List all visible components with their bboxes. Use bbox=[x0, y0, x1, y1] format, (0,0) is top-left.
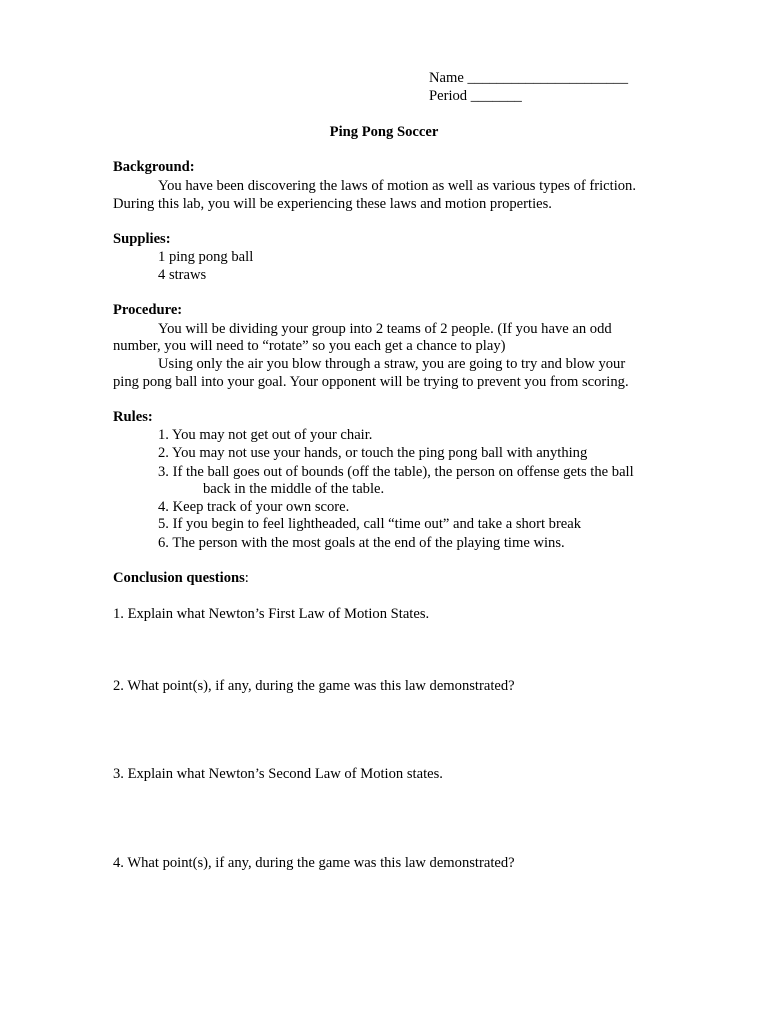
rule-item-continuation: back in the middle of the table. bbox=[203, 481, 385, 497]
conclusion-heading-colon: : bbox=[244, 570, 249, 586]
procedure-text-line-1: You will be dividing your group into 2 teams of 2 people. (If you have an odd bbox=[158, 321, 612, 337]
rule-item: 2. You may not use your hands, or touch the ping pong ball with anything bbox=[158, 445, 588, 461]
page-title: Ping Pong Soccer bbox=[329, 124, 439, 140]
rule-item: 1. You may not get out of your chair. bbox=[158, 427, 373, 443]
background-text-line-2: During this lab, you will be experiencing these laws and motion properties. bbox=[113, 196, 552, 212]
rule-item: 3. If the ball goes out of bounds (off the table), the person on offense gets the ball bbox=[158, 464, 634, 480]
procedure-text-line-4: ping pong ball into your goal. Your opponent will be trying to prevent you from scoring. bbox=[113, 374, 629, 390]
supplies-item: 1 ping pong ball bbox=[158, 249, 254, 265]
period-field-label: Period _______ bbox=[429, 88, 522, 104]
supplies-heading: Supplies: bbox=[113, 231, 171, 247]
conclusion-question: 1. Explain what Newton’s First Law of Motion States. bbox=[113, 606, 430, 622]
name-field-label: Name ______________________ bbox=[429, 70, 629, 86]
procedure-text-line-2: number, you will need to “rotate” so you each get a chance to play) bbox=[113, 338, 506, 354]
procedure-heading: Procedure: bbox=[113, 302, 183, 318]
rule-item: 4. Keep track of your own score. bbox=[158, 499, 350, 515]
procedure-text-line-3: Using only the air you blow through a straw, you are going to try and blow your bbox=[158, 356, 626, 372]
background-text-line-1: You have been discovering the laws of motion as well as various types of friction. bbox=[158, 178, 636, 194]
rule-item: 6. The person with the most goals at the end of the playing time wins. bbox=[158, 535, 565, 551]
background-heading: Background: bbox=[113, 159, 195, 175]
rules-heading: Rules: bbox=[113, 409, 153, 425]
supplies-item: 4 straws bbox=[158, 267, 207, 283]
conclusion-heading bbox=[113, 569, 249, 587]
conclusion-question: 3. Explain what Newton’s Second Law of Motion states. bbox=[113, 766, 443, 782]
conclusion-question: 2. What point(s), if any, during the game was this law demonstrated? bbox=[113, 678, 515, 694]
rule-item: 5. If you begin to feel lightheaded, call “time out” and take a short break bbox=[158, 516, 582, 532]
conclusion-question: 4. What point(s), if any, during the game was this law demonstrated? bbox=[113, 855, 515, 871]
conclusion-heading-text: Conclusion questions bbox=[113, 570, 245, 586]
